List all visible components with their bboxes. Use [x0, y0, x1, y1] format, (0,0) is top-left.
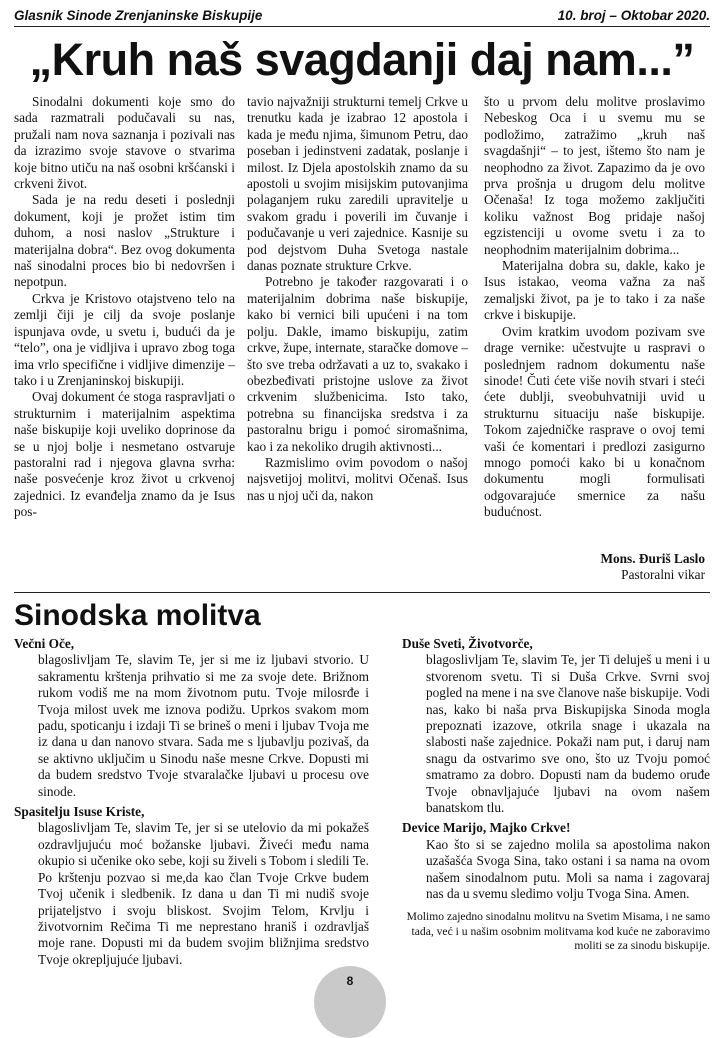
paragraph: Potrebno je također razgovarati i o materijalnim dobrima naše biskupije, kako bi vernici bili upućeni i na tom polju. Dakle, imamo biskupiju, zatim crkve, župe, internate, staračke domove – što sve treba održavati a uz to, svakako i obezbeđivati pristojne uslove za život crkvenim službenicima. Isto tako, potrebna su financijska sredstva i za pastoralnu brigu i pomoć siromašnima, kao i za nekoliko drugih aktivnosti... — [247, 274, 468, 454]
page-header — [14, 8, 710, 27]
paragraph: Crkva je Kristovo otajstveno telo na zemlji čiji je cilj da svoje poslanje ispunjava ovde, u svetu i, budući da je “telo”, ona je vidljiva i upravo zbog toga ima vrlo specifične i vidljive dimenzije – tako i u Zrenjaninskoj biskupiji. — [14, 290, 235, 388]
paragraph: Materijalna dobra su, dakle, kako je Isus istakao, veoma važna za naš zemaljski život, pa je to tako i za naše crkve i biskupije. — [484, 258, 705, 323]
prayer-heading: Device Marijo, Majko Crkve! — [402, 820, 571, 836]
paragraph: Ovaj dokument će stoga raspravljati o strukturnim i materijalnim aspektima naše biskupije koji uveliko doprinose da se u njoj bolje i nesmetano ostvaruje pastoralni rad i njegova glavna svrha: naše posvećenje kroz život u crkvenoj zajednici. Iz evanđelja znamo da je Isus pos- — [14, 389, 235, 520]
page-number-circle — [314, 966, 386, 1038]
prayer-heading: Večni Oče, — [14, 636, 75, 651]
paragraph: tavio najvažniji strukturni temelj Crkve u trenutku kada je izabrao 12 apostola i kada je među njima, šimunom Petru, dao poseban i jedinstveni zadatak, poslanje i milost. Iz Djela apostolskih znamo da su apostoli u svojim misijskim putovanjima polaganjem ruku zaredili upravitelje u svakom gradu i poverili im čuvanje i podučavanje u veri zajednice. Kasnije su pod dejstvom Duha Svetoga nastale danas poznate strukture Crkve. — [247, 94, 468, 274]
prayer-body: blagoslivljam Te, slavim Te, jer si se utelovio da mi pokažeš ozdravljujuću moć božanske ljubavi. Živeći među nama okupio si učenike oko sebe, koji su živeli s Tobom i sledili Te. Po krštenju pozvao si me,da kao član Tvoje Crkve budem Tvoj učenik i sledbenik. Iz dana u dan Ti mi nudiš svoje prijateljstvo i svoju bliskost. Svojim Telom, Krvlju i životvornim Rečima Ti me neprestano hraniš i ozdravljaš moje rane. Dopusti mi da budem svojim bližnjima sredstvo Tvoje okrepljujuće ljubavi. — [38, 820, 369, 967]
prayer-body: blagoslivljam Te, slavim Te, jer si me iz ljubavi stvorio. U sakramentu krštenja prihvatio si me za svoje dete. Brižnom rukom vodiš me na mom životnom putu. Tvoje milosrđe i Tvoja milost uvek me iznova podižu. Uprkos svakom mom padu, spoticanju i izdaji Ti se brineš o meni i ljubav Tvoja me iz dana u dan nanovo stvara. Sada me s ljubavlju pozivaš, da se aktivno uključim u Sinodu naše mesne Crkve. Dopusti mi da budem sredstvo Tvoje stvaralačke ljubavi u procesu ove sinode. — [38, 652, 369, 799]
article-column-1 — [14, 94, 235, 521]
article-title: „Kruh naš svagdanji daj nam...” — [29, 34, 695, 85]
author-name: Mons. Đuriš Laslo — [600, 551, 705, 566]
prayer-body: Kao što si se zajedno molila sa apostolima nakon uzašašća Svoga Sina, tako ostani i sa nama na ovom našem sinodalnom putu. Moli sa nama i zagovaraj nas da u svemu sledimo volju Tvoga Sina. Amen. — [426, 836, 710, 902]
prayer-heading: Duše Sveti, Životvorče, — [402, 636, 533, 651]
paragraph: Razmislimo ovim povodom o našoj najsvetijoj molitvi, molitvi Očenaš. Isus nas u njoj uči da, nakon — [247, 454, 468, 503]
prayer-body: blagoslivljam Te, slavim Te, jer Ti deluješ u meni i u stvorenom svetu. Ti si Duša Crkve. Svrni svoj pogled na mene i na sve članove naše biskupije. Vodi nas, kako bi naša prva Biskupijska Sinoda mogla prepoznati izazove, otkrila snage i ukazala na slabosti naše zajednice. Pokaži nam put, i daruj nam snagu da ostvarimo sve ono, što uz Tvoju pomoć smatramo za dobro. Dopusti nam da budemo oruđe Tvoje obnavljajuće ljubavi na ovom našem banatskom tlu. — [426, 652, 710, 816]
paragraph: što u prvom delu molitve proslavimo Nebeskog Oca i u svemu mu se podložimo, zatražimo „kruh naš svagdašnji“ – to jest, ištemo što nam je neophodno za život. Zapazimo da je ovo prva prošnja u drugom delu molitve Očenaša! Iz toga možemo zaključiti koliku važnost Bog pridaje našoj egzistenciji u ovome svetu i za to neophodnim materijalnim dobrima... — [484, 94, 705, 257]
author-role: Pastoralni vikar — [621, 567, 705, 583]
paragraph: Sinodalni dokumenti koje smo do sada razmatrali podučavali su nas, pružali nam nova saznanja i pozivali nas da izrazimo svoje stavove o stvarima koje bitno utiču na naš osobni kršćanski i crkveni život. — [14, 94, 235, 192]
paragraph: Sada je na redu deseti i poslednji dokument, koji je prožet istim tim duhom, a nosi naslov „Strukture i materijalna dobra“. Bez ovog dokumenta naš sinodalni proces bio bi nedovršen i nepotpun. — [14, 192, 235, 290]
section-divider — [14, 592, 710, 593]
paragraph: Ovim kratkim uvodom pozivam sve drage vernike: učestvujte u raspravi o poslednjem radnom dokumentu naše sinode! Čuti ćete više novih stvari i steći ćete dublji, sveobuhvatniji uvid u strukturnu situaciju naše biskupije. Tokom zajedničke rasprave o ovoj temi vaši će komentari i predlozi zasigurno mnogo pomoći kako bi u konačnom dokumentu mogli formulisati odgovarajuće smernice za našu budućnost. — [484, 323, 705, 520]
author-signature — [484, 551, 705, 584]
prayer-note: Molimo zajedno sinodalnu molitvu na Svetim Misama, i ne samo tada, već i u našim osobnim molitvama kod kuće ne zaboravimo moliti se za sinodu biskupije. — [406, 910, 710, 953]
page-number: 8 — [346, 974, 354, 988]
article-column-2 — [247, 94, 468, 504]
article-column-3 — [484, 94, 705, 521]
prayer-left-column — [14, 636, 369, 972]
prayer-heading: Spasitelju Isuse Kriste, — [14, 804, 145, 820]
prayer-right-column — [402, 636, 710, 907]
issue-date: 10. broj – Oktobar 2020. — [557, 8, 710, 23]
publication-name: Glasnik Sinode Zrenjaninske Biskupije — [14, 8, 263, 23]
prayer-title: Sinodska molitva — [14, 599, 261, 632]
